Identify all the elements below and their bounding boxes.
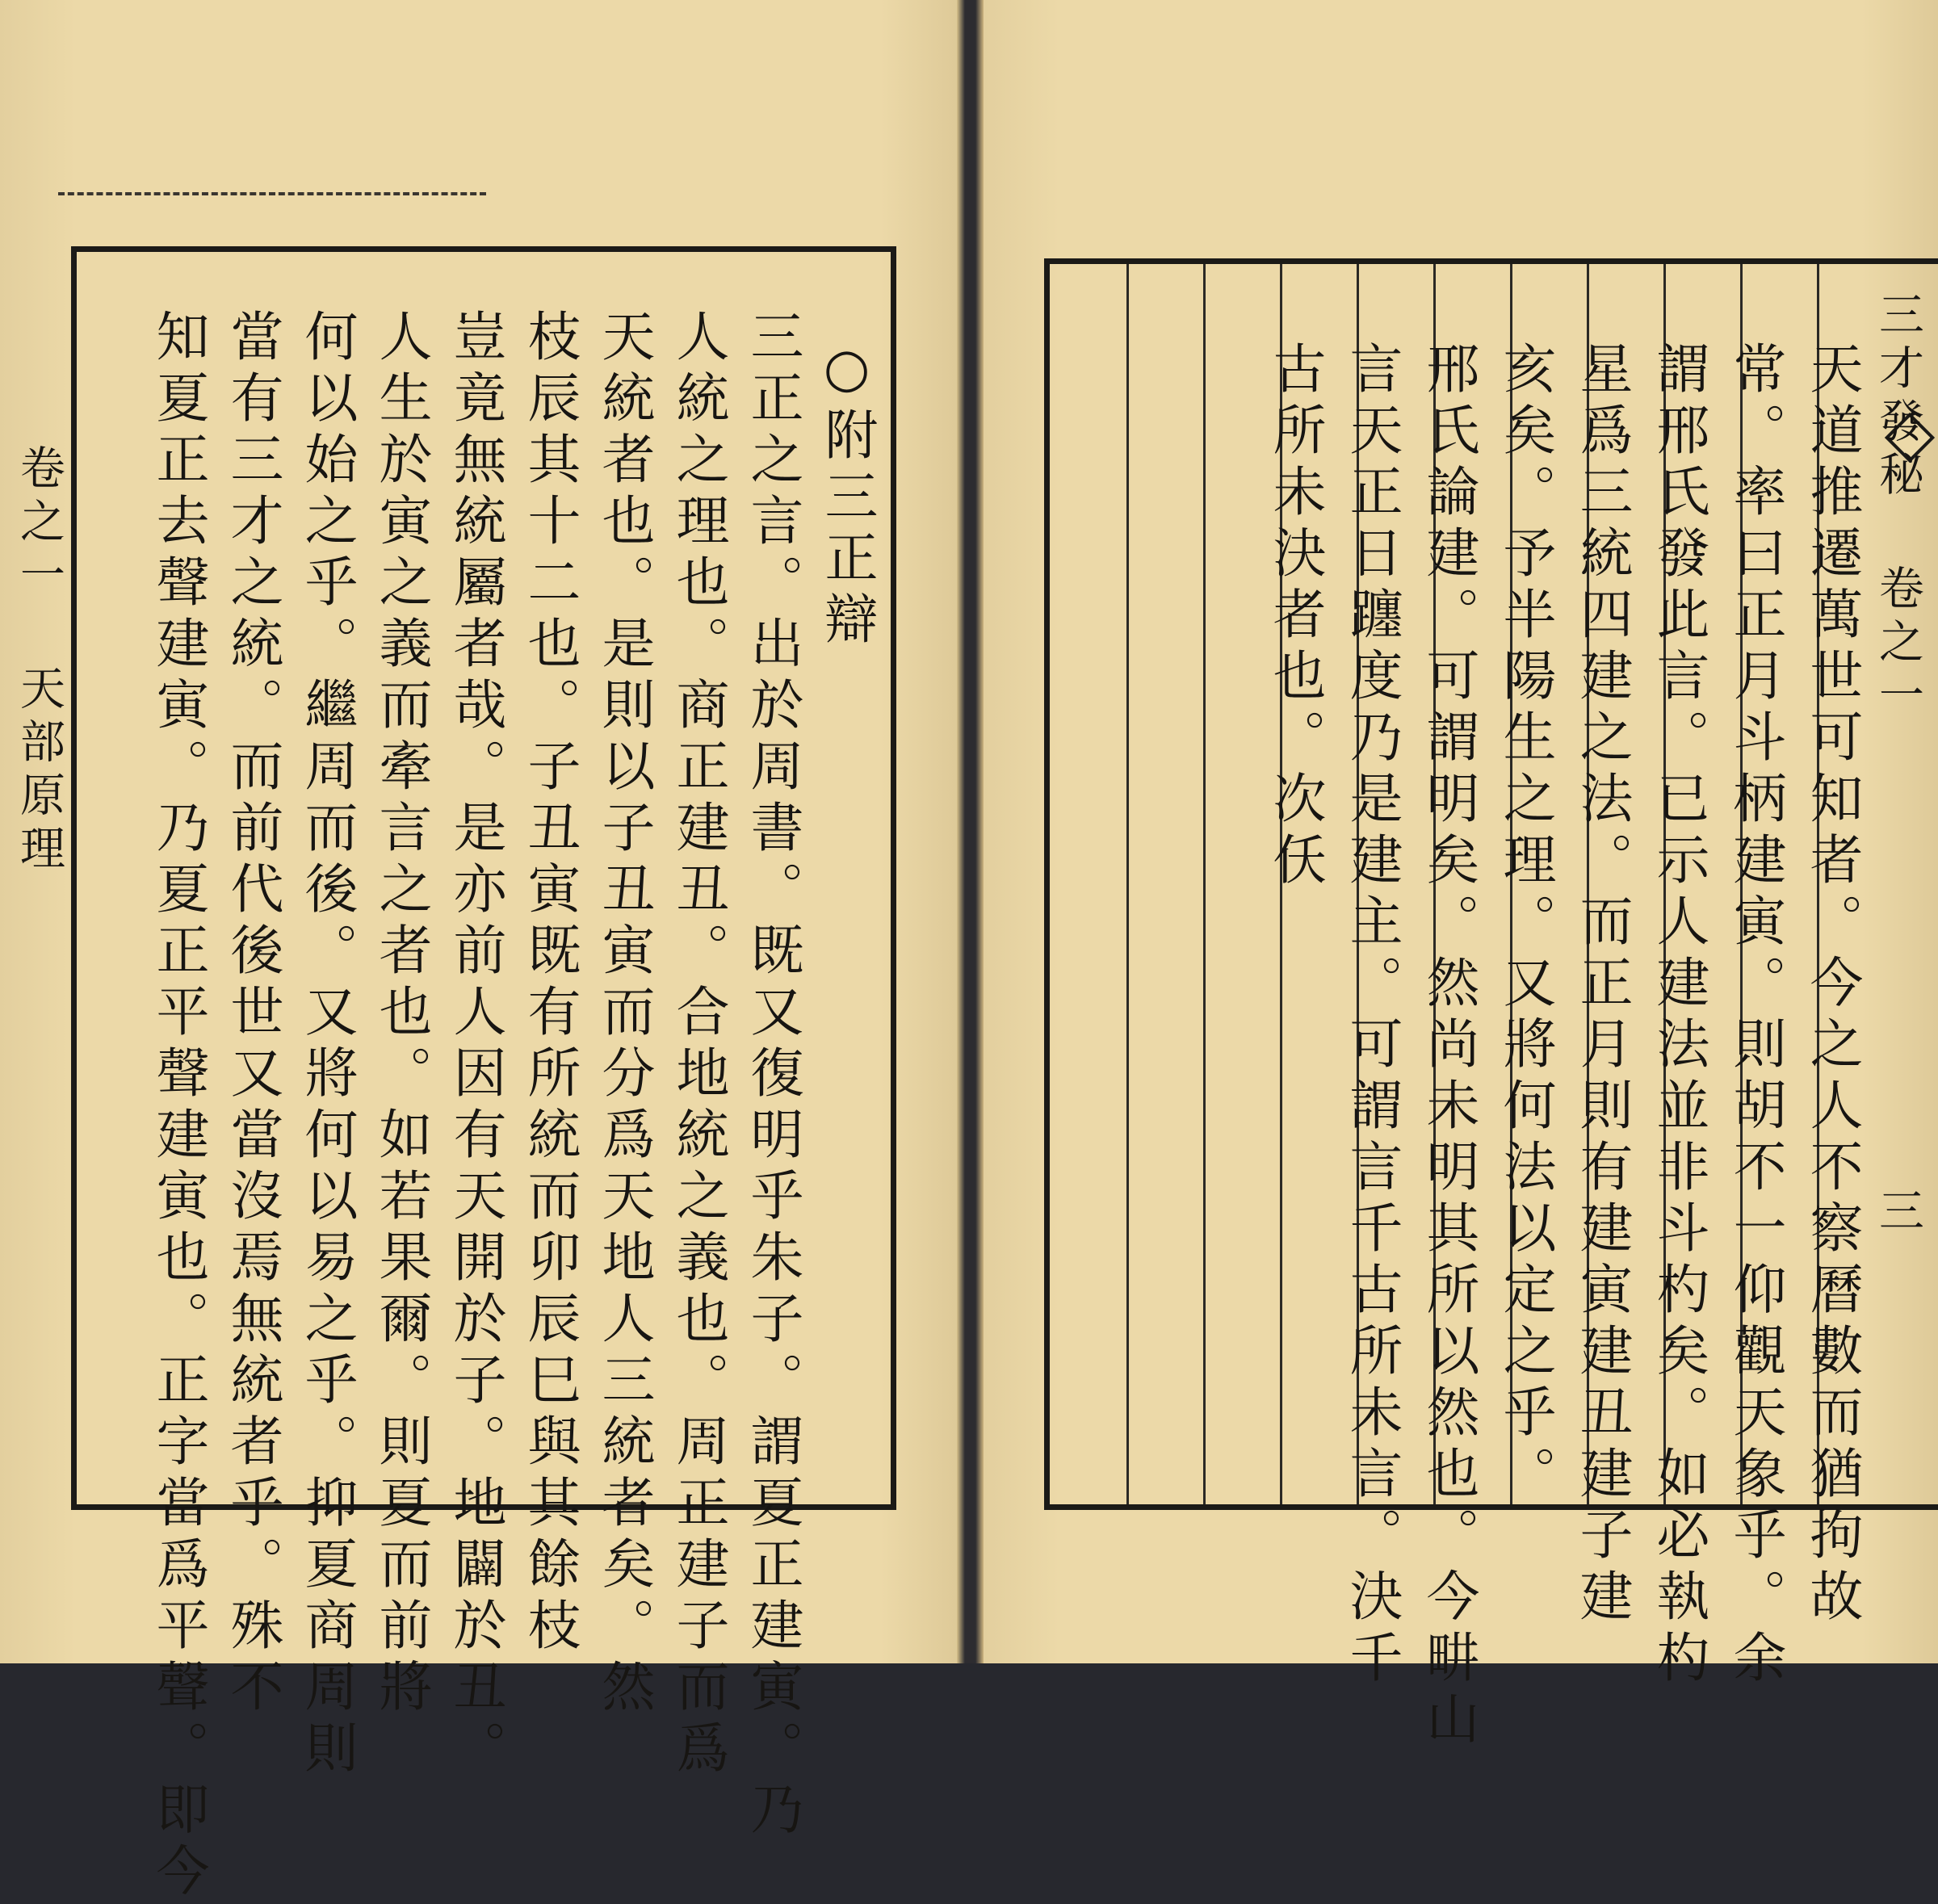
folio-number: 三 <box>1872 1187 1924 1240</box>
left-column-2: 三正之言。出於周書。既又復明乎朱子。謂夏正建寅。乃 <box>741 308 803 1843</box>
margin-title-text: 三才發秘 卷之一 <box>1872 291 1924 724</box>
left-margin-label <box>13 266 66 1494</box>
left-column-10: 知夏正去聲建寅。乃夏正平聲建寅也。正字當爲平聲。即今 <box>147 308 209 1904</box>
column-rule <box>1126 264 1129 1504</box>
right-column-3: 謂邢氏發此言。已示人建法並非斗杓矣。如必執杓 <box>1647 341 1709 1691</box>
right-column-6: 邢氏論建。可謂明矣。然尚未明其所以然也。今畊山 <box>1417 341 1479 1752</box>
right-text-frame <box>1044 258 1938 1752</box>
margin-label-text: 卷之一 天部原理 <box>13 444 65 878</box>
left-column-5: 枝辰其十二也。子丑寅既有所統而卯辰巳與其餘枝 <box>518 308 581 1659</box>
right-column-7: 言天正日躔度乃是建主。可謂言千古所未言。決千 <box>1340 341 1403 1691</box>
left-text-frame <box>71 246 896 1904</box>
left-column-3: 人統之理也。商正建丑。合地統之義也。周正建子而爲 <box>667 308 729 1781</box>
left-column-7: 人生於寅之義而牽言之者也。如若果爾。則夏而前將 <box>370 308 432 1720</box>
left-column-6: 豈竟無統屬者哉。是亦前人因有天開於子。地闢於丑。 <box>444 308 506 1781</box>
book-gutter <box>957 0 984 1663</box>
right-column-4: 星爲三統四建之法。而正月則有建寅建丑建子建 <box>1571 341 1633 1629</box>
right-column-2: 常。率曰正月斗柄建寅。則胡不一仰觀天象乎。余 <box>1724 341 1786 1691</box>
right-column-1: 天道推遷萬世可知者。今之人不察曆數而猶拘故 <box>1801 341 1863 1629</box>
left-column-4: 天統者也。是則以子丑寅而分爲天地人三統者矣。然 <box>593 308 655 1720</box>
left-page <box>0 0 957 1904</box>
left-column-1: ○附三正辯 <box>816 337 878 652</box>
right-column-8: 古所未決者也。次仸 <box>1264 341 1326 893</box>
right-column-5: 亥矣。予半陽生之理。又將何法以定之乎。 <box>1494 341 1556 1507</box>
column-rule <box>1203 264 1206 1504</box>
left-column-8: 何以始之乎。繼周而後。又將何以易之乎。抑夏商周則 <box>296 308 358 1781</box>
left-column-9: 當有三才之統。而前代後世又當沒焉無統者乎。殊不 <box>221 308 283 1720</box>
dashed-guide-line <box>58 192 486 195</box>
